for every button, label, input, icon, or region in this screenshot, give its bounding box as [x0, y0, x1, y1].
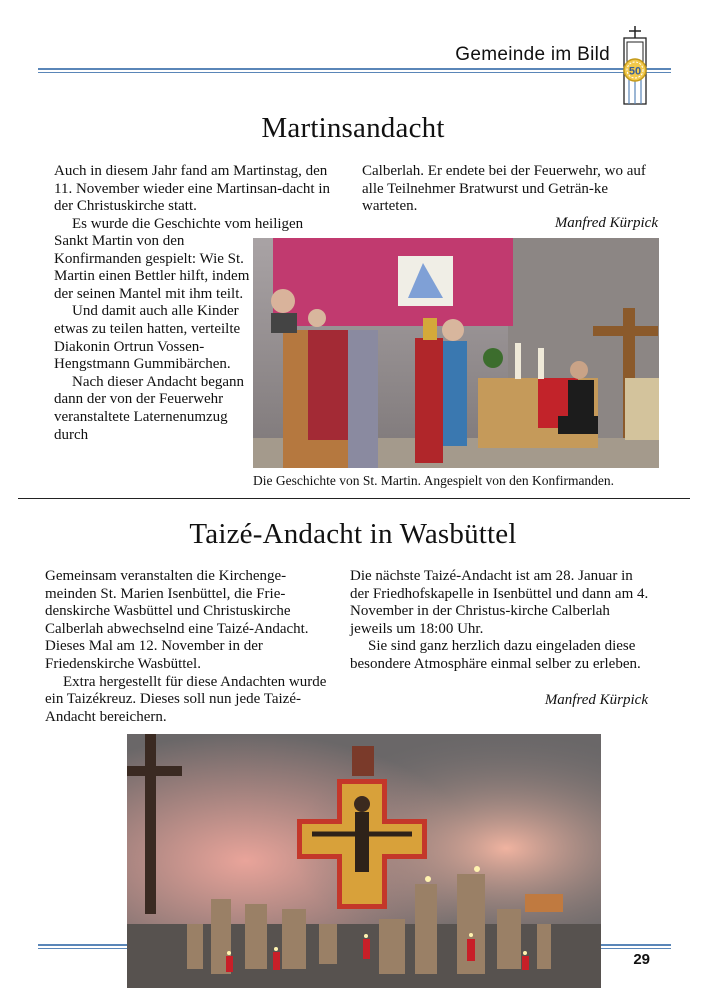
article1-paragraph: Nach dieser Andacht begann dann der von der Feuerwehr veranstaltete Laternenumzug durch [54, 373, 245, 443]
article1-paragraph: Auch in diesem Jahr fand am Martinstag, den 11. November wieder eine Martinsan-dacht in der Christuskirche statt. [54, 163, 331, 215]
header-rule [38, 68, 671, 73]
st-martin-play-photo [253, 238, 659, 468]
article2-right-column [350, 568, 650, 674]
article2-paragraph: Die nächste Taizé-Andacht ist am 28. Januar in der Friedhofskapelle in Isenbüttel und dann am 4. November in der Christus-kirche Calberlah jeweils um 18:00 Uhr. [350, 568, 649, 637]
logo-badge-text: 50 [628, 65, 642, 78]
article1-left-column-top [54, 163, 344, 233]
church-tower-logo-icon [614, 26, 656, 106]
article1-paragraph: Und damit auch alle Kinder etwas zu teilen hatten, verteilte Diakonin Ortrun Vossen-Hengstmann Gummibärchen. [54, 303, 241, 373]
article1-paragraph: Calberlah. Er endete bei der Feuerwehr, wo auf alle Teilnehmer Bratwurst und Geträn-ke warteten. [362, 163, 646, 215]
article2-author: Manfred Kürpick [544, 692, 648, 708]
taize-cross-photo [127, 734, 601, 988]
photo-caption: Die Geschichte von St. Martin. Angespielt von den Konfirmanden. [253, 473, 615, 488]
article2-paragraph: Sie sind ganz herzlich dazu eingeladen diese besondere Atmosphäre einmal selber zu erleben. [350, 638, 641, 672]
section-divider [18, 498, 690, 499]
page-number: 29 [633, 951, 650, 968]
article1-paragraph: Sankt Martin von den Konfirmanden gespielt: Wie St. Martin einen Bettler hilft, indem der seinen Mantel mit ihm teilt. [54, 233, 250, 302]
article1-paragraph: Es wurde die Geschichte vom heiligen [72, 215, 304, 232]
article2-paragraph: Extra hergestellt für diese Andachten wurde ein Taizékreuz. Dieses soll nun jede Taizé-Andacht bereichern. [45, 673, 327, 725]
article2-left-column [45, 568, 335, 726]
article2-paragraph: Gemeinsam veranstalten die Kirchenge-meinden St. Marien Isenbüttel, die Frie-denskirche Wasbüttel und Christuskirche Calberlah abwechselnd eine Taizé-Andacht. Dieses Mal am 12. November in der Friedenskirche Wasbüttel. [45, 568, 309, 672]
article-title-taize: Taizé-Andacht in Wasbüttel [189, 518, 517, 550]
article1-right-column [362, 163, 658, 216]
article1-author: Manfred Kürpick [554, 215, 658, 231]
article1-left-column-narrow [54, 233, 250, 444]
article-title-martinsandacht: Martinsandacht [261, 112, 445, 144]
section-header-title: Gemeinde im Bild [455, 44, 610, 65]
